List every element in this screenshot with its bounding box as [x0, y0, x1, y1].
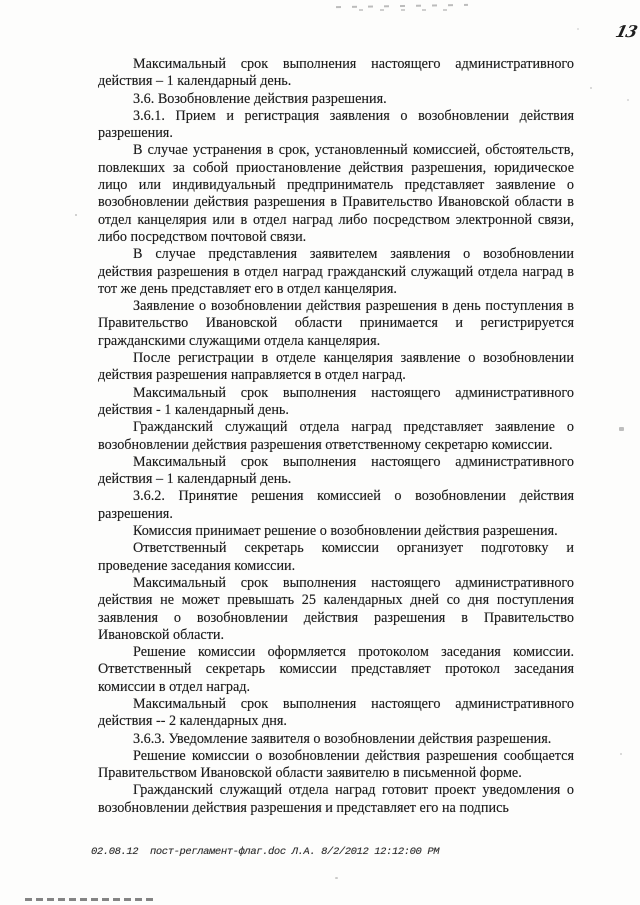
- section-3-6-1-title: 3.6.1. Прием и регистрация заявления о возобновлении действия разрешения.: [98, 107, 574, 142]
- scan-speck: [577, 28, 579, 30]
- scan-speck: [620, 753, 622, 755]
- scan-speck: [619, 427, 624, 431]
- scan-smudge-top: [352, 9, 462, 11]
- paragraph-max-term-1day-a: Максимальный срок выполнения настоящего административного действия - 1 календарный день.: [98, 384, 574, 418]
- paragraph-protocol: Решение комиссии оформляется протоколом заседания комиссии. Ответственный секретарь комиссии представляет протокол заседания комиссии в отдел наград.: [98, 644, 574, 695]
- scan-speck: [75, 214, 77, 216]
- paragraph-commission-decides: Комиссия принимает решение о возобновлении действия разрешения.: [133, 523, 558, 540]
- paragraph-max-term-1day-b: Максимальный срок выполнения настоящего административного действия – 1 календарный день.: [98, 453, 574, 488]
- page-number: 13: [613, 22, 639, 41]
- scan-speck: [627, 99, 629, 101]
- paragraph-after-registration: После регистрации в отделе канцелярия заявление о возобновлении действия разрешения направляется в отдел наград.: [98, 350, 574, 384]
- paragraph-draft-notification: Гражданский служащий отдела наград готовит проект уведомления о возобновлении действия разрешения и представляет его на подпись: [98, 782, 574, 816]
- paragraph-max-term-reissue: Максимальный срок выполнения настоящего административного действия – 1 календарный день.: [98, 56, 574, 90]
- paragraph-secretary-prepares: Ответственный секретарь комиссии организует подготовку и проведение заседания комиссии.: [98, 540, 574, 574]
- scan-speck: [335, 877, 338, 879]
- paragraph-servant-presents: Гражданский служащий отдела наград представляет заявление о возобновлении действия разрешения ответственному секретарю комиссии.: [98, 419, 574, 453]
- paragraph-submission-awards: В случае представления заявителем заявления о возобновлении действия разрешения в отдел наград гражданский служащий отдела наград в тот же день представляет его в отдел канцелярия.: [98, 246, 574, 297]
- scan-dashed-line-bottom: [25, 898, 153, 901]
- section-3-6-2-title: 3.6.2. Принятие решения комиссией о возобновлении действия разрешения.: [98, 488, 574, 522]
- paragraph-decision-notified: Решение комиссии о возобновлении действия разрешения сообщается Правительством Ивановской области заявителю в письменной форме.: [98, 747, 574, 782]
- paragraph-case-elimination: В случае устранения в срок, установленный комиссией, обстоятельств, повлекших за собой приостановление действия разрешения, юридическое лицо или индивидуальный предприниматель представляет заявление о возобновлении действия разрешения в Правительство Ивановской области в отдел канцелярия или в отдел наград либо посредством электронной связи, либо посредством почтовой связи.: [98, 142, 574, 245]
- document-body: [98, 56, 574, 817]
- section-3-6-title: 3.6. Возобновление действия разрешения.: [133, 90, 387, 107]
- footer-file-revision-info: 02.08.12 пост-регламент-флаг.doc Л.А. 8/2/2012 12:12:00 PM: [91, 846, 440, 858]
- paragraph-max-term-25days: Максимальный срок выполнения настоящего административного действия не может превышать 25 календарных дней со дня поступления заявления о возобновлении действия разрешения в Правительство Ивановской области.: [98, 574, 574, 643]
- scan-smudge-top: [336, 4, 468, 8]
- scan-speck: [590, 87, 592, 89]
- paragraph-registration-day: Заявление о возобновлении действия разрешения в день поступления в Правительство Ивановской области принимается и регистрируется гражданскими служащими отдела канцелярия.: [98, 298, 574, 349]
- paragraph-max-term-2days: Максимальный срок выполнения настоящего административного действия -- 2 календарных дня.: [98, 695, 574, 730]
- section-3-6-3-title: 3.6.3. Уведомление заявителя о возобновлении действия разрешения.: [133, 730, 552, 747]
